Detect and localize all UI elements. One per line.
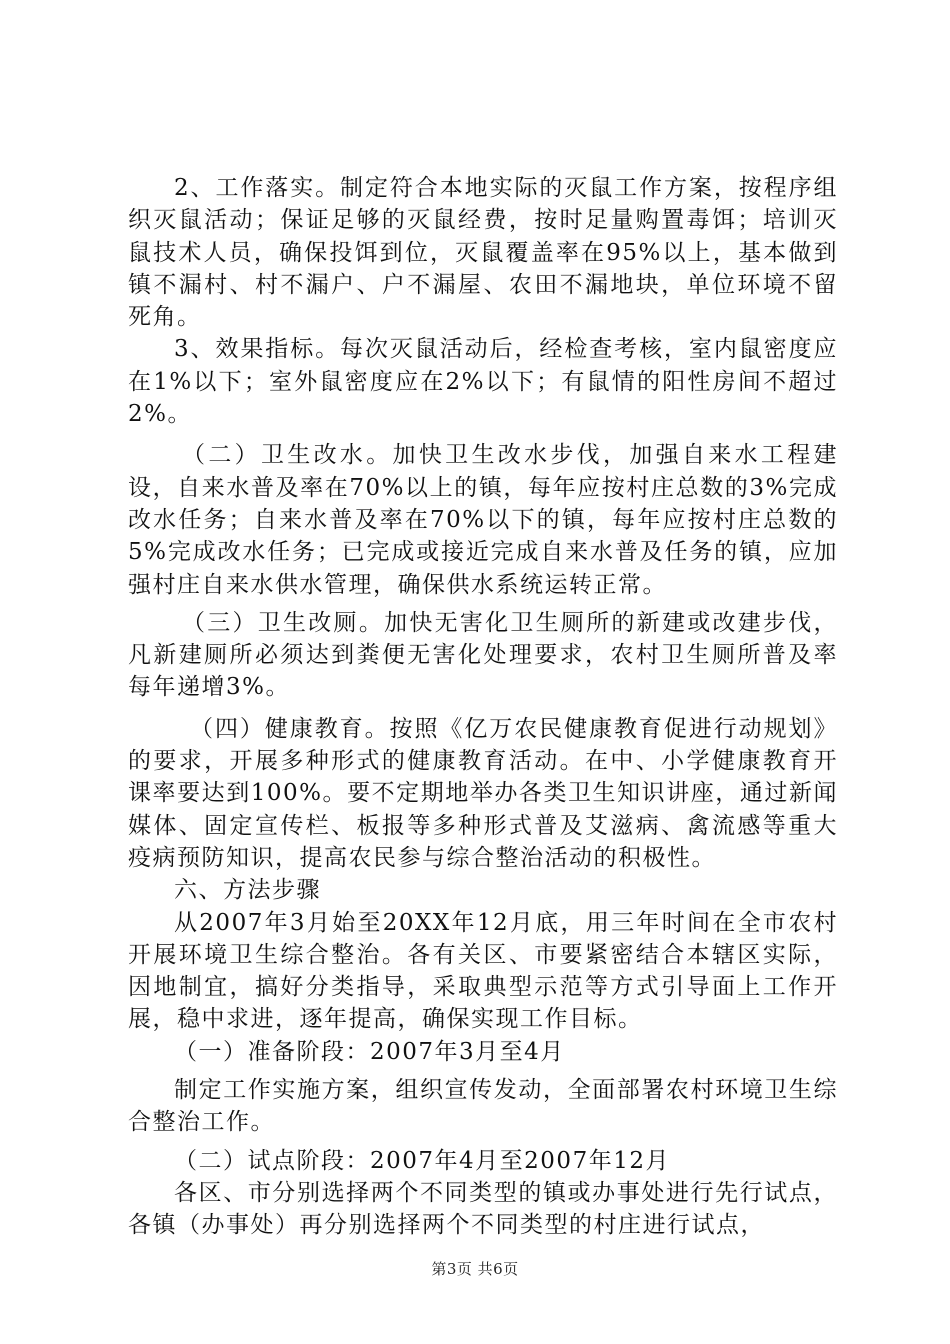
- paragraph-work-implementation: 2、工作落实。制定符合本地实际的灭鼠工作方案，按程序组织灭鼠活动；保证足够的灭鼠经费，按时足量购置毒饵；培训灭鼠技术人员，确保投饵到位，灭鼠覆盖率在95%以上，基本做到镇不漏村、村不漏户、户不漏屋、农田不漏地块，单位环境不留死角。: [128, 175, 838, 331]
- section-heading-methods: 六、方法步骤: [174, 877, 321, 904]
- document-body: [128, 172, 838, 1242]
- paragraph-toilet-improvement: （三）卫生改厕。加快无害化卫生厕所的新建或改建步伐，凡新建厕所必须达到粪便无害化处理要求，农村卫生厕所普及率每年递增3%。: [128, 609, 838, 701]
- paragraph-effect-indicators: 3、效果指标。每次灭鼠活动后，经检查考核，室内鼠密度应在1%以下；室外鼠密度应在2%以下；有鼠情的阳性房间不超过2%。: [128, 336, 838, 428]
- paragraph-health-education: （四）健康教育。按照《亿万农民健康教育促进行动规划》的要求，开展多种形式的健康教育活动。在中、小学健康教育开课率要达到100%。要不定期地举办各类卫生知识讲座，通过新闻媒体、固定宣传栏、板报等多种形式普及艾滋病、禽流感等重大疫病预防知识，提高农民参与综合整治活动的积极性。: [128, 715, 838, 871]
- page-number-footer: 第3页 共6页: [431, 1260, 519, 1278]
- paragraph-pilot-stage: 各区、市分别选择两个不同类型的镇或办事处进行先行试点，各镇（办事处）再分别选择两个不同类型的村庄进行试点，: [128, 1179, 838, 1239]
- subheading-preparation-stage: （一）准备阶段：2007年3月至4月: [174, 1038, 565, 1065]
- subheading-pilot-stage: （二）试点阶段：2007年4月至2007年12月: [174, 1147, 670, 1174]
- paragraph-methods-overview: 从2007年3月始至20XX年12月底，用三年时间在全市农村开展环境卫生综合整治。各有关区、市要紧密结合本辖区实际，因地制宜，搞好分类指导，采取典型示范等方式引导面上工作开展，稳中求进，逐年提高，确保实现工作目标。: [128, 909, 838, 1033]
- paragraph-water-improvement: （二）卫生改水。加快卫生改水步伐，加强自来水工程建设，自来水普及率在70%以上的镇，每年应按村庄总数的3%完成改水任务；自来水普及率在70%以下的镇，每年应按村庄总数的5%完成改水任务；已完成或接近完成自来水普及任务的镇，应加强村庄自来水供水管理，确保供水系统运转正常。: [128, 442, 838, 598]
- paragraph-preparation-stage: 制定工作实施方案，组织宣传发动，全面部署农村环境卫生综合整治工作。: [128, 1077, 838, 1136]
